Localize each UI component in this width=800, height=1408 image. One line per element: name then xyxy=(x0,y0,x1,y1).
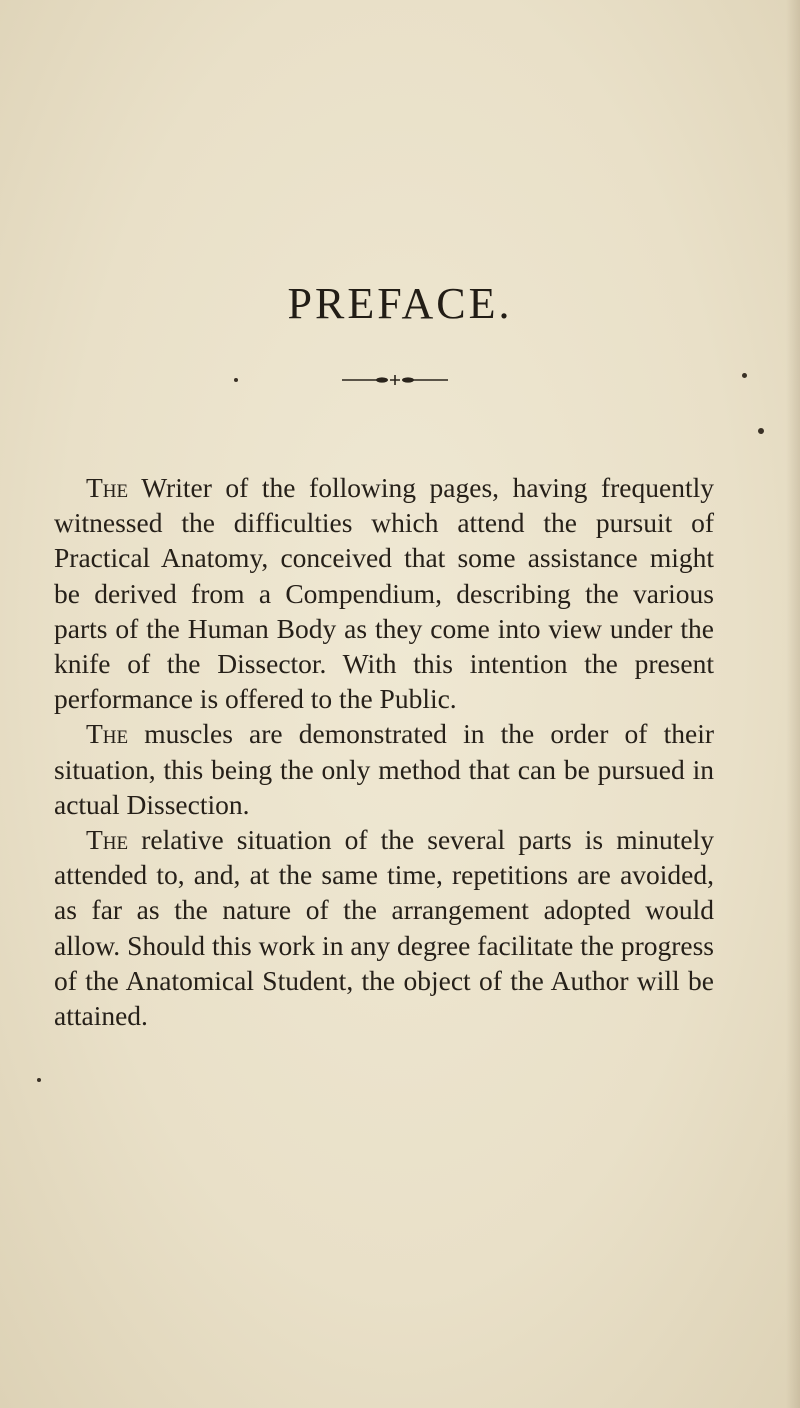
paragraph-2-text: muscles are demonstrated in the order of their situation, this being the only method that can be pursued in actual Dissection. xyxy=(54,718,714,820)
page-heading: PREFACE. xyxy=(287,279,513,328)
paragraph-3 xyxy=(54,822,714,1033)
paragraph-1 xyxy=(54,470,714,716)
page-edge-shadow xyxy=(786,0,800,1408)
paragraph-2 xyxy=(54,716,714,822)
paragraph-1-text: Writer of the following pages, having frequently witnessed the difficulties which attend the pursuit of Practical Anatomy, conceived that some assistance might be derived from a Compendium, describing the various parts of the Human Body as they come into view under the knife of the Dissector. With this intention the present performance is offered to the Public. xyxy=(54,472,714,715)
paragraph-3-text: relative situation of the several parts is minutely attended to, and, at the same time, repetitions are avoided, as far as the nature of the arrangement adopted would allow. Should this work in any degree facilitate the progress of the Anatomical Student, the object of the Author will be attained. xyxy=(54,824,714,1032)
ornament-rule-icon xyxy=(340,374,450,386)
paper-speck xyxy=(742,373,747,378)
paper-speck xyxy=(37,1078,41,1082)
paragraph-2-lead: The xyxy=(86,718,129,750)
preface-body xyxy=(54,470,714,1033)
paragraph-3-lead: The xyxy=(86,824,129,856)
paper-speck xyxy=(758,428,764,434)
paragraph-1-lead: The xyxy=(86,472,129,503)
paper-speck xyxy=(234,378,238,382)
